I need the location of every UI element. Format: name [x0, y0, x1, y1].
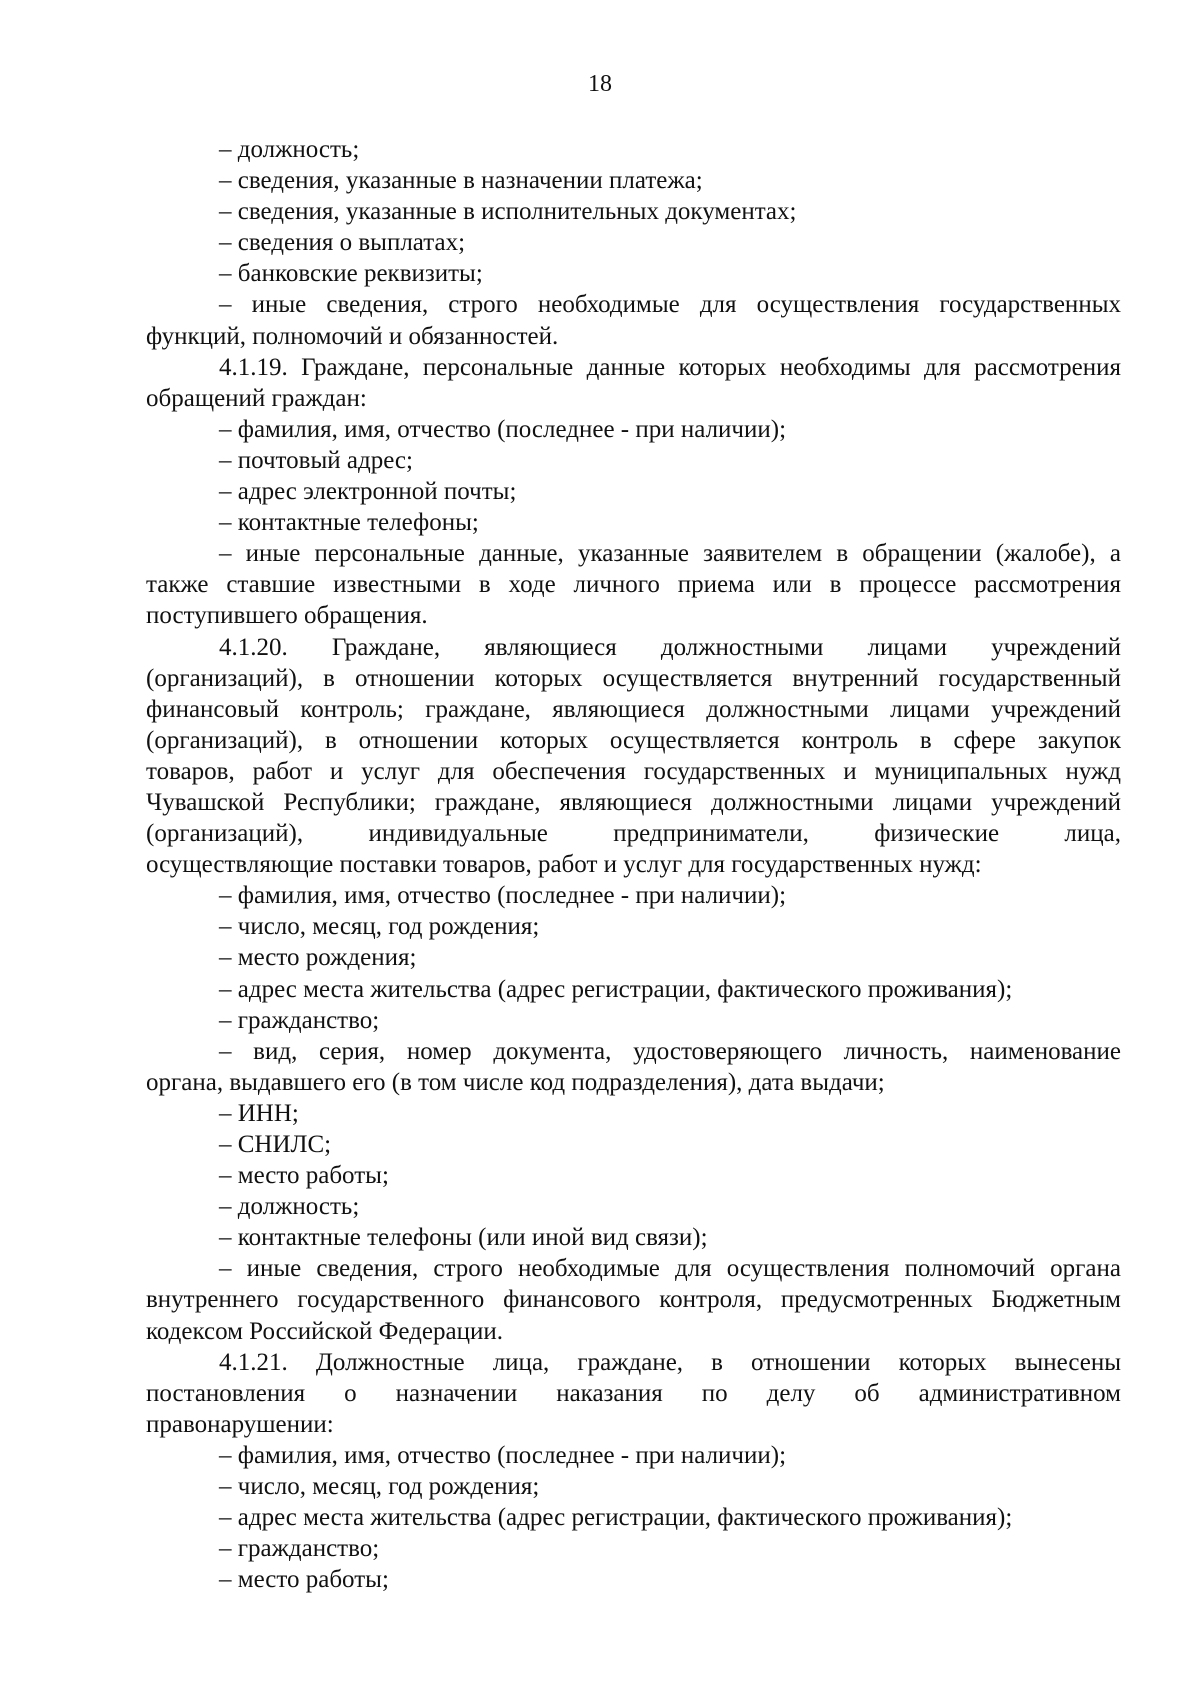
text-line: – сведения о выплатах; — [219, 229, 466, 257]
text-line: – место рождения; — [219, 944, 417, 972]
text-line: 4.1.21. Должностные лица, граждане, в отношении которых вынесены — [219, 1348, 1121, 1376]
text-line: постановления о назначении наказания по делу об административном — [146, 1379, 1121, 1407]
text-line: также ставшие известными в ходе личного приема или в процессе рассмотрения — [146, 571, 1121, 599]
text-line: – должность; — [219, 1193, 360, 1221]
page-number: 18 — [588, 71, 612, 97]
text-line: – гражданство; — [219, 1006, 380, 1034]
text-line: (организаций), в отношении которых осуществляется контроль в сфере закупок — [146, 726, 1121, 754]
text-line: – фамилия, имя, отчество (последнее - при наличии); — [219, 415, 787, 443]
text-line: обращений граждан: — [146, 384, 367, 412]
text-line: – иные персональные данные, указанные заявителем в обращении (жалобе), а — [219, 540, 1121, 568]
text-line: – адрес электронной почты; — [219, 478, 517, 506]
text-line: – контактные телефоны (или иной вид связи); — [219, 1224, 708, 1252]
text-line: органа, выдавшего его (в том числе код подразделения), дата выдачи; — [146, 1068, 885, 1096]
text-line: правонарушении: — [146, 1410, 334, 1438]
text-line: финансовый контроль; граждане, являющиеся должностными лицами учреждений — [146, 695, 1121, 723]
text-line: Чувашской Республики; граждане, являющиеся должностными лицами учреждений — [146, 788, 1121, 816]
text-line: – число, месяц, год рождения; — [219, 1473, 540, 1501]
text-line: функций, полномочий и обязанностей. — [146, 322, 559, 350]
text-line: – адрес места жительства (адрес регистрации, фактического проживания); — [219, 1504, 1013, 1532]
text-line: – банковские реквизиты; — [219, 260, 483, 288]
text-line: – иные сведения, строго необходимые для осуществления полномочий органа — [219, 1255, 1121, 1283]
text-line: 4.1.19. Граждане, персональные данные которых необходимы для рассмотрения — [219, 353, 1121, 381]
text-line: – вид, серия, номер документа, удостоверяющего личность, наименование — [219, 1037, 1121, 1065]
text-line: – иные сведения, строго необходимые для осуществления государственных — [219, 291, 1121, 319]
text-line: – почтовый адрес; — [219, 446, 413, 474]
text-line: – место работы; — [219, 1566, 389, 1594]
text-line: – гражданство; — [219, 1535, 380, 1563]
text-line: – сведения, указанные в исполнительных документах; — [219, 198, 797, 226]
text-line: поступившего обращения. — [146, 602, 428, 630]
text-line: (организаций), индивидуальные предприниматели, физические лица, — [146, 820, 1121, 848]
text-line: товаров, работ и услуг для обеспечения государственных и муниципальных нужд — [146, 757, 1121, 785]
text-line: – фамилия, имя, отчество (последнее - при наличии); — [219, 882, 787, 910]
text-line: 4.1.20. Граждане, являющиеся должностными лицами учреждений — [219, 633, 1121, 661]
text-line: внутреннего государственного финансового контроля, предусмотренных Бюджетным — [146, 1286, 1121, 1314]
text-line: осуществляющие поставки товаров, работ и услуг для государственных нужд: — [146, 851, 982, 879]
text-line: – фамилия, имя, отчество (последнее - при наличии); — [219, 1441, 787, 1469]
text-line: – должность; — [219, 136, 360, 163]
text-line: – адрес места жительства (адрес регистрации, фактического проживания); — [219, 975, 1013, 1003]
text-line: – сведения, указанные в назначении платежа; — [219, 167, 703, 195]
text-line: кодексом Российской Федерации. — [146, 1317, 503, 1345]
text-line: – место работы; — [219, 1162, 389, 1190]
document-body — [146, 134, 1121, 1595]
text-line: – СНИЛС; — [219, 1131, 332, 1158]
text-line: (организаций), в отношении которых осуществляется внутренний государственный — [146, 664, 1121, 692]
text-line: – контактные телефоны; — [219, 509, 479, 537]
text-line: – ИНН; — [219, 1099, 299, 1127]
text-line: – число, месяц, год рождения; — [219, 913, 540, 941]
